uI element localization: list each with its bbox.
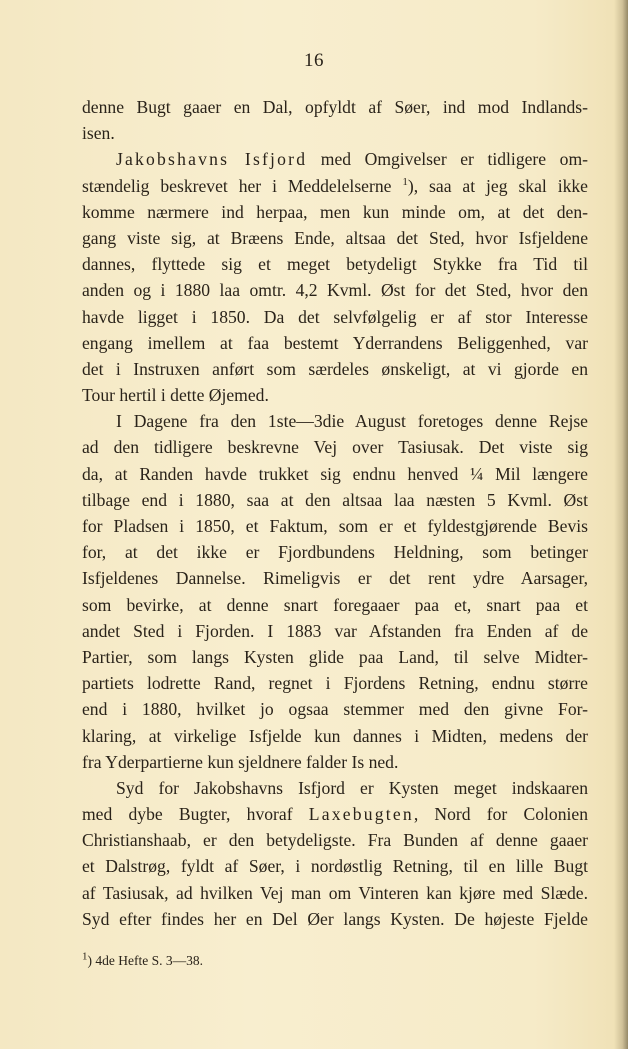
text-line: et Dalstrøg, fyldt af Søer, i nordøstlig Retning, til en lille Bugt xyxy=(82,856,588,877)
body-text xyxy=(82,94,588,932)
text-line: det i Instruxen anført som særdeles ønskeligt, at vi gjorde en xyxy=(82,358,588,379)
text-line: anden og i 1880 laa omtr. 4,2 Kvml. Øst for det Sted, hvor den xyxy=(82,280,588,301)
text-fragment: stændelig beskrevet her i Meddelelserne xyxy=(82,175,403,196)
footnote-marker: 1 xyxy=(82,950,88,963)
text-line: tilbage end i 1880, saa at den altsaa laa næsten 5 Kvml. Øst xyxy=(82,489,588,510)
text-line: end i 1880, hvilket jo ogsaa stemmer med den givne For- xyxy=(82,699,588,720)
text-line: partiets lodrette Rand, regnet i Fjordens Retning, endnu større xyxy=(82,673,588,694)
text-line: Isfjeldenes Dannelse. Rimeligvis er det rent ydre Aarsager, xyxy=(82,568,588,589)
text-line: Christianshaab, er den betydeligste. Fra Bunden af denne gaaer xyxy=(82,830,588,851)
text-fragment: ), saa at jeg skal ikke xyxy=(407,175,588,196)
spaced-term: Laxebugten xyxy=(308,804,414,825)
text-line: gang viste sig, at Bræens Ende, altsaa det Sted, hvor Isfjeldene xyxy=(82,227,588,248)
text-line: fra Yderpartierne kun sjeldnere falder Is ned. xyxy=(82,751,399,772)
footnote-text: ) 4de Hefte S. 3—38. xyxy=(87,953,203,968)
text-line: som bevirke, at denne snart foregaaer paa et, snart paa et xyxy=(82,594,588,615)
text-fragment: , Nord for Colonien xyxy=(413,804,588,825)
text-line: Syd efter findes her en Del Øer langs Kysten. De højeste Fjelde xyxy=(82,908,588,929)
footnote-ref: 1 xyxy=(402,175,408,188)
text-line xyxy=(82,146,588,172)
page-edge-shadow xyxy=(614,0,628,1049)
footnote xyxy=(82,952,203,970)
text-line: af Tasiusak, ad hvilken Vej man om Vinteren kan kjøre med Slæde. xyxy=(82,882,588,903)
page-number: 16 xyxy=(304,50,324,71)
text-line: da, at Randen havde trukket sig endnu henved ¼ Mil længere xyxy=(82,463,588,484)
text-line: for Pladsen i 1850, et Faktum, som er et fyldestgjørende Bevis xyxy=(82,516,588,536)
text-line: I Dagene fra den 1ste—3die August foretoges denne Rejse xyxy=(116,411,588,432)
text-line: Partier, som langs Kysten glide paa Land, til selve Midter- xyxy=(82,646,588,667)
text-line: isen. xyxy=(82,123,115,144)
text-fragment: med dybe Bugter, hvoraf xyxy=(82,804,309,825)
text-line: andet Sted i Fjorden. I 1883 var Afstanden fra Enden af de xyxy=(82,620,588,641)
text-line xyxy=(82,801,588,827)
spaced-term: Jakobshavns Isfjord xyxy=(116,149,308,170)
text-line: havde ligget i 1850. Da det selvfølgelig er af stor Interesse xyxy=(82,306,588,327)
text-line: for, at det ikke er Fjordbundens Heldning, som betinger xyxy=(82,542,588,563)
text-line xyxy=(82,173,588,199)
text-line: Tour hertil i dette Øjemed. xyxy=(82,385,269,406)
text-fragment: med Omgivelser er tidligere om- xyxy=(307,149,588,170)
text-line: klaring, at virkelige Isfjelde kun dannes i Midten, medens der xyxy=(82,725,588,746)
text-line: dannes, flyttede sig et meget betydeligt Stykke fra Tid til xyxy=(82,254,588,275)
text-line: Syd for Jakobshavns Isfjord er Kysten meget indskaaren xyxy=(116,777,588,798)
text-line: komme nærmere ind herpaa, men kun minde om, at det den- xyxy=(82,201,588,222)
text-line: engang imellem at faa bestemt Yderrandens Beliggenhed, var xyxy=(82,332,588,353)
text-line: ad den tidligere beskrevne Vej over Tasiusak. Det viste sig xyxy=(82,437,588,458)
text-line: denne Bugt gaaer en Dal, opfyldt af Søer, ind mod Indlands- xyxy=(82,97,588,117)
